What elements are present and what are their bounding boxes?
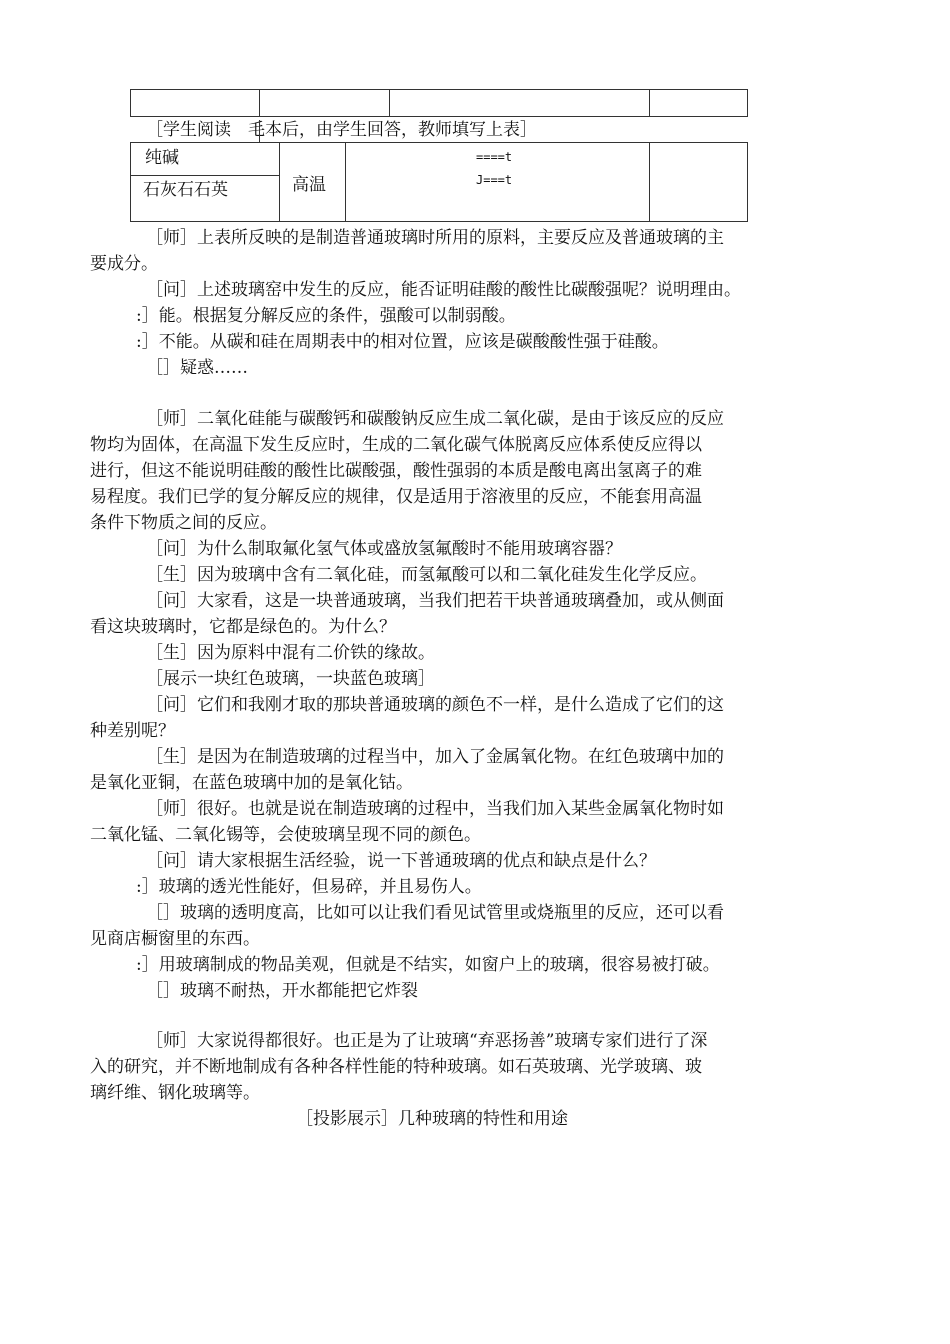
paragraph-line: ［展示一块红色玻璃，一块蓝色玻璃］ <box>146 669 435 689</box>
paragraph-line: ［］玻璃不耐热，开水都能把它炸裂 <box>146 981 418 1001</box>
paragraph-line: 易程度。我们已学的复分解反应的规律，仅是适用于溶液里的反应，不能套用高温 <box>90 487 702 507</box>
paragraph-line: ［生］因为玻璃中含有二氧化硅，而氢氟酸可以和二氧化硅发生化学反应。 <box>146 565 707 585</box>
paragraph-line: ［问］它们和我刚才取的那块普通玻璃的颜色不一样，是什么造成了它们的这 <box>146 695 724 715</box>
paragraph-line: :］能。根据复分解反应的条件，强酸可以制弱酸。 <box>136 306 516 326</box>
reaction-equation-2: J===t <box>476 173 513 187</box>
paragraph-line: 种差别呢？ <box>90 721 175 741</box>
projection-heading: ［投影展示］几种玻璃的特性和用途 <box>296 1109 568 1129</box>
paragraph-line: 璃纤维、钢化玻璃等。 <box>90 1083 260 1103</box>
paragraph-line: :］玻璃的透光性能好，但易碎，并且易伤人。 <box>136 877 482 897</box>
reaction-equation-1: ====t <box>476 150 513 164</box>
paragraph-line: 二氧化锰、二氧化锡等，会使玻璃呈现不同的颜色。 <box>90 825 481 845</box>
material-limestone-quartz: 石灰石石英 <box>143 180 228 200</box>
paragraph-line: 看这块玻璃时，它都是绿色的。为什么？ <box>90 617 396 637</box>
paragraph-line: 要成分。 <box>90 254 158 274</box>
paragraph-line: ［师］大家说得都很好。也正是为了让玻璃“弃恶扬善”玻璃专家们进行了深 <box>146 1031 708 1051</box>
paragraph-line: 物均为固体，在高温下发生反应时，生成的二氧化碳气体脱离反应体系使反应得以 <box>90 435 702 455</box>
paragraph-line: ［生］因为原料中混有二价铁的缘故。 <box>146 643 435 663</box>
reaction-condition: 高温 <box>292 175 326 195</box>
raw-material-table <box>130 142 748 222</box>
paragraph-line: :］不能。从碳和硅在周期表中的相对位置，应该是碳酸酸性强于硅酸。 <box>136 332 669 352</box>
paragraph-line: ［师］很好。也就是说在制造玻璃的过程中，当我们加入某些金属氧化物时如 <box>146 799 724 819</box>
caption-divider <box>259 120 260 142</box>
paragraph-line: ［师］二氧化硅能与碳酸钙和碳酸钠反应生成二氧化碳，是由于该反应的反应 <box>146 409 724 429</box>
paragraph-line: ［生］是因为在制造玻璃的过程当中，加入了金属氧化物。在红色玻璃中加的 <box>146 747 724 767</box>
paragraph-line: ［］玻璃的透明度高，比如可以让我们看见试管里或烧瓶里的反应，还可以看 <box>146 903 724 923</box>
paragraph-line: 是氧化亚铜，在蓝色玻璃中加的是氧化钴。 <box>90 773 413 793</box>
empty-table-row <box>130 89 748 117</box>
paragraph-line: ［问］请大家根据生活经验，说一下普通玻璃的优点和缺点是什么？ <box>146 851 656 871</box>
paragraph-line: 入的研究，并不断地制成有各种各样性能的特种玻璃。如石英玻璃、光学玻璃、玻 <box>90 1057 702 1077</box>
paragraph-line: 条件下物质之间的反应。 <box>90 513 277 533</box>
paragraph-line: 进行，但这不能说明硅酸的酸性比碳酸强，酸性强弱的本质是酸电离出氢离子的难 <box>90 461 702 481</box>
material-soda-ash: 纯碱 <box>145 148 179 168</box>
paragraph-line: 见商店橱窗里的东西。 <box>90 929 260 949</box>
paragraph-line: ［问］上述玻璃窑中发生的反应，能否证明硅酸的酸性比碳酸强呢？说明理由。 <box>146 280 741 300</box>
paragraph-line: :］用玻璃制成的物品美观，但就是不结实，如窗户上的玻璃，很容易被打破。 <box>136 955 720 975</box>
paragraph-line: ［］疑惑…… <box>146 358 248 378</box>
paragraph-line: ［问］大家看，这是一块普通玻璃，当我们把若干块普通玻璃叠加，或从侧面 <box>146 591 724 611</box>
paragraph-line: ［师］上表所反映的是制造普通玻璃时所用的原料，主要反应及普通玻璃的主 <box>146 228 724 248</box>
paragraph-line: ［问］为什么制取氟化氢气体或盛放氢氟酸时不能用玻璃容器？ <box>146 539 622 559</box>
table-caption: ［学生阅读 毛本后，由学生回答，教师填写上表］ <box>146 120 537 140</box>
